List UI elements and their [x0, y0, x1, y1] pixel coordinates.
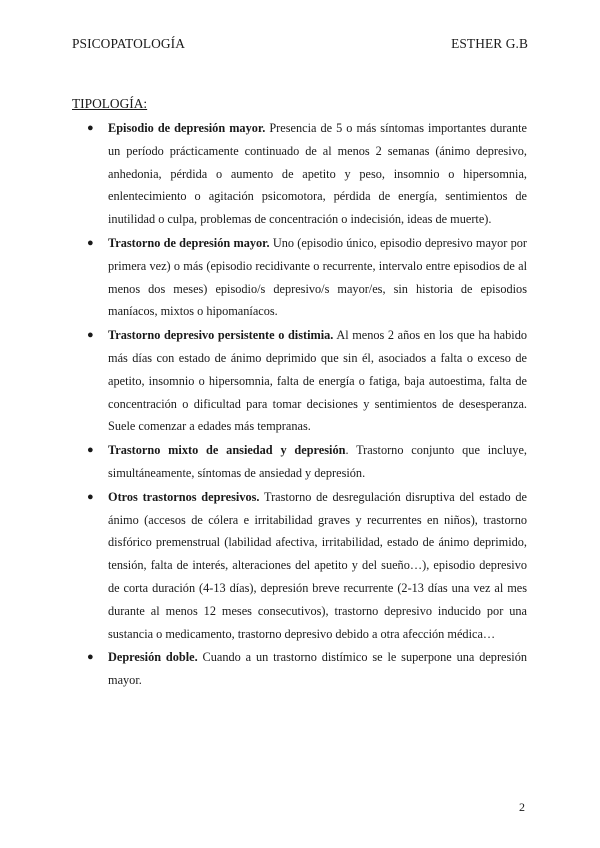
- bullet-icon: ●: [87, 444, 94, 457]
- page-number: 2: [519, 800, 525, 814]
- item-title: Trastorno mixto de ansiedad y depresión: [108, 443, 346, 458]
- list-item: [87, 439, 527, 485]
- bullet-icon: ●: [87, 122, 94, 134]
- bullet-icon: ●: [87, 651, 94, 664]
- header-author: ESTHER G.B: [451, 36, 528, 51]
- item-text: Presencia de 5 o más síntomas importantes durante un período prácticamente continuado de al menos 2 semanas (ánimo depresivo, anhedonia, pérdida o aumento de apetito y peso, insomnio o hipersomnia, enlentecimiento o agitación psicomotora, pérdida de energía, sentimientos de inutilidad o culpa, problemas de concentración o indecisión, ideas de muerte).: [108, 121, 527, 227]
- section-title: TIPOLOGÍA:: [72, 96, 148, 111]
- typology-list: [87, 117, 527, 693]
- item-text: . Trastorno conjunto que incluye, simultáneamente, síntomas de ansiedad y depresión.: [108, 443, 527, 480]
- list-item: [87, 486, 527, 646]
- item-text: Trastorno de desregulación disruptiva del estado de ánimo (accesos de cólera e irritabilidad graves y recurrentes en niños), trastorno disfórico premenstrual (labilidad afectiva, irritabilidad, estado de ánimo deprimido, tensión, falta de interés, alteraciones del apetito y del sueño…), episodio depresivo de corta duración (4-13 días), depresión breve recurrente (2-13 días una vez al mes durante al menos 12 meses consecutivos), trastorno depresivo inducido por una sustancia o medicamento, trastorno depresivo debido a otra afección médica…: [108, 489, 527, 641]
- item-title: Otros trastornos depresivos.: [108, 489, 260, 504]
- item-title: Trastorno depresivo persistente o distimia.: [108, 328, 334, 343]
- list-item: [87, 324, 527, 438]
- list-item: [87, 646, 527, 692]
- item-title: Trastorno de depresión mayor.: [108, 235, 270, 250]
- header-subject: PSICOPATOLOGÍA: [72, 36, 186, 51]
- item-title: Depresión doble.: [108, 650, 198, 665]
- item-title: Episodio de depresión mayor.: [108, 121, 266, 135]
- page-header: [72, 36, 528, 52]
- bullet-icon: ●: [87, 329, 94, 342]
- list-item: [87, 117, 527, 231]
- item-text: Al menos 2 años en los que ha habido más días con estado de ánimo deprimido que sin él, asociados a falta o exceso de apetito, insomnio o hipersomnia, falta de energía o fatiga, baja autoestima, falta de concentración o dificultad para tomar decisiones y sentimientos de desesperanza. Suele comenzar a edades más tempranas.: [108, 328, 528, 434]
- item-text: Uno (episodio único, episodio depresivo mayor por primera vez) o más (episodio recidivante o recurrente, intervalo entre episodios de al menos dos meses) episodio/s depresivo/s mayor/es, sin historia de episodios maníacos, mixtos o hipomaníacos.: [108, 235, 528, 319]
- item-text: Cuando a un trastorno distímico se le superpone una depresión mayor.: [108, 650, 527, 688]
- bullet-icon: ●: [87, 236, 94, 249]
- bullet-icon: ●: [87, 490, 94, 503]
- list-item: [87, 232, 527, 323]
